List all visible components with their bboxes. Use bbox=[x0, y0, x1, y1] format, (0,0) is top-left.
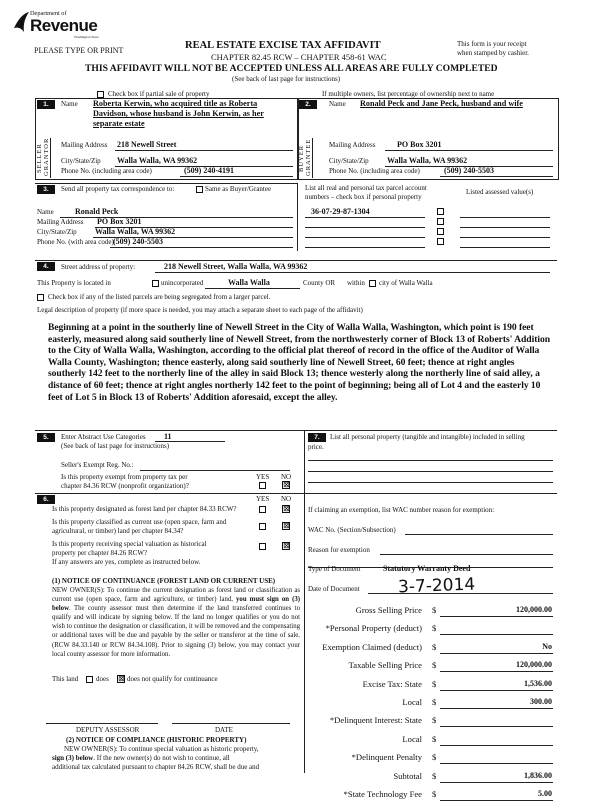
fin-underline-0 bbox=[440, 616, 553, 617]
fin-label-9: Subtotal bbox=[393, 771, 422, 781]
buyer-name[interactable]: Ronald Peck and Jane Peck, husband and wife bbox=[360, 99, 523, 108]
fin-label-3: Taxable Selling Price bbox=[348, 660, 422, 670]
fin-label-10: *State Technology Fee bbox=[343, 789, 422, 799]
assessed-heading: Listed assessed value(s) bbox=[466, 188, 534, 196]
forest-land-question: Is this property designated as forest land per chapter 84.33 RCW? bbox=[52, 505, 237, 513]
exempt-reg-label: Seller's Exempt Reg. No.: bbox=[61, 461, 134, 469]
fin-value-10[interactable]: 5.00 bbox=[538, 789, 552, 798]
fin-dollar-5: $ bbox=[432, 697, 437, 707]
same-as-buyer-checkbox[interactable] bbox=[196, 186, 203, 193]
buyer-phone-label: Phone No. (including area code) bbox=[329, 167, 420, 175]
exempt-yes-checkbox[interactable] bbox=[259, 482, 266, 489]
fin-value-9[interactable]: 1,836.00 bbox=[524, 771, 552, 780]
send-correspondence-label: Send all property tax correspondence to: bbox=[61, 185, 175, 193]
historic-question-2: property per chapter 84.26 RCW? bbox=[52, 549, 148, 557]
within-city-checkbox[interactable] bbox=[369, 280, 376, 287]
buyer-name-label: Name bbox=[329, 100, 346, 108]
notice-2-line-b bbox=[52, 754, 230, 762]
s3-phone[interactable]: (509) 240-5503 bbox=[113, 237, 163, 246]
s3-city-label: City/State/Zip bbox=[37, 228, 77, 236]
historic-yes-checkbox[interactable] bbox=[259, 543, 266, 550]
parcel-4-personal-checkbox[interactable] bbox=[437, 238, 444, 245]
same-as-buyer-label: Same as Buyer/Grantee bbox=[205, 185, 272, 193]
current-use-yes-checkbox[interactable] bbox=[259, 523, 266, 530]
historic-question-1: Is this property receiving special valuation as historical bbox=[52, 540, 207, 548]
seller-mailing-label: Mailing Address bbox=[61, 141, 108, 149]
section-7-number: 7. bbox=[308, 433, 326, 442]
fin-label-5: Local bbox=[402, 697, 422, 707]
fin-underline-2 bbox=[440, 653, 553, 654]
fin-dollar-6: $ bbox=[432, 715, 437, 725]
receipt-note-2: when stamped by cashier. bbox=[457, 49, 529, 57]
receipt-note-1: This form is your receipt bbox=[457, 40, 527, 48]
parcel-number-1[interactable]: 36-07-29-87-1304 bbox=[311, 207, 370, 216]
exempt-no-checkbox[interactable]: ⊠ bbox=[283, 480, 290, 489]
current-use-question-1: Is this property classified as current use (open space, farm and bbox=[52, 518, 227, 526]
logo-top-text: Department of bbox=[30, 10, 67, 17]
section-1-number: 1. bbox=[37, 100, 55, 109]
buyer-mailing-label: Mailing Address bbox=[329, 141, 376, 149]
exemption-reason-label: Reason for exemption bbox=[308, 546, 370, 554]
section-6-number: 6. bbox=[37, 495, 55, 504]
buyer-mailing[interactable]: PO Box 3201 bbox=[397, 140, 442, 149]
county-or: County OR bbox=[303, 279, 336, 287]
seller-name[interactable]: Roberta Kerwin, who acquired title as Roberta Davidson, whose husband is John Kerwin, as her separate estate bbox=[93, 99, 264, 128]
fin-value-3[interactable]: 120,000.00 bbox=[516, 660, 552, 669]
fin-label-8: *Delinquent Penalty bbox=[351, 752, 422, 762]
document-type-label: Type of Document bbox=[308, 565, 361, 573]
notice-2-sign: sign (3) below bbox=[52, 754, 94, 762]
buyer-phone[interactable]: (509) 240-5503 bbox=[444, 166, 494, 175]
fin-underline-3 bbox=[440, 671, 553, 672]
land-does-not-checkbox[interactable]: ⊠ bbox=[118, 674, 125, 683]
forest-no-checkbox[interactable]: ⊠ bbox=[283, 504, 290, 513]
parcel-2-personal-checkbox[interactable] bbox=[437, 218, 444, 225]
notice-2-line-b-rest: . If the new owner(s) do not wish to continue, all bbox=[93, 754, 230, 762]
fin-value-5[interactable]: 300.00 bbox=[530, 697, 552, 706]
partial-sale-label: Check box if partial sale of property bbox=[108, 90, 210, 98]
this-land-label: This land bbox=[52, 675, 79, 683]
deputy-assessor-label: DEPUTY ASSESSOR bbox=[76, 726, 140, 734]
s3-mailing-label: Mailing Address bbox=[37, 218, 84, 226]
form-warning: THIS AFFIDAVIT WILL NOT BE ACCEPTED UNLESS ALL AREAS ARE FULLY COMPLETED bbox=[85, 63, 498, 74]
fin-label-2: Exemption Claimed (deduct) bbox=[322, 642, 422, 652]
fin-dollar-8: $ bbox=[432, 752, 437, 762]
street-address[interactable]: 218 Newell Street, Walla Walla, WA 99362 bbox=[164, 262, 308, 271]
fin-dollar-0: $ bbox=[432, 605, 437, 615]
fin-value-0[interactable]: 120,000.00 bbox=[516, 605, 552, 614]
parcel-1-personal-checkbox[interactable] bbox=[437, 208, 444, 215]
fin-dollar-3: $ bbox=[432, 660, 437, 670]
current-use-no-checkbox[interactable]: ⊠ bbox=[283, 521, 290, 530]
abstract-use-value[interactable]: 11 bbox=[164, 432, 172, 441]
form-instructions: (See back of last page for instructions) bbox=[232, 75, 341, 83]
wac-no-label: WAC No. (Section/Subsection) bbox=[308, 526, 396, 534]
form-title: REAL ESTATE EXCISE TAX AFFIDAVIT bbox=[185, 40, 381, 51]
fin-label-7: Local bbox=[402, 734, 422, 744]
s3-city[interactable]: Walla Walla, WA 99362 bbox=[95, 227, 176, 236]
abstract-see-back: (See back of last page for instructions) bbox=[61, 442, 170, 450]
fin-underline-6 bbox=[440, 726, 553, 727]
segregated-label: Check box if any of the listed parcels are being segregated from a larger parcel. bbox=[48, 293, 271, 301]
notice-1-body-b: you must sign on (3) below bbox=[52, 596, 300, 613]
fin-underline-9 bbox=[440, 782, 553, 783]
notice-2-title: (2) NOTICE OF COMPLIANCE (HISTORIC PROPERTY) bbox=[66, 736, 247, 744]
personal-property-label-b: price. bbox=[308, 443, 324, 451]
does-label: does bbox=[96, 675, 109, 683]
seller-side-label: SELLER GRANTOR bbox=[36, 137, 50, 176]
s3-name[interactable]: Ronald Peck bbox=[75, 207, 119, 216]
dor-logo bbox=[12, 8, 100, 44]
fin-label-4: Excise Tax: State bbox=[362, 679, 422, 689]
current-use-question-2: agricultural, or timber) land per chapter 84.34? bbox=[52, 527, 184, 535]
s3-name-label: Name bbox=[37, 208, 54, 216]
logo-sub-text: Washington State bbox=[74, 35, 99, 39]
city-of-label: city of Walla Walla bbox=[379, 279, 433, 287]
fin-underline-8 bbox=[440, 763, 553, 764]
any-yes-note: If any answers are yes, complete as instructed below. bbox=[52, 558, 201, 566]
fin-underline-1 bbox=[440, 634, 553, 635]
assessor-date-label: DATE bbox=[215, 726, 233, 734]
exempt-question-2: chapter 84.36 RCW (nonprofit organization)? bbox=[61, 482, 189, 490]
fin-dollar-7: $ bbox=[432, 734, 437, 744]
abstract-use-label: Enter Abstract Use Categories bbox=[61, 433, 146, 441]
buyer-city-label: City/State/Zip bbox=[329, 157, 369, 165]
section-5-number: 5. bbox=[37, 433, 55, 442]
forest-yes-checkbox[interactable] bbox=[259, 506, 266, 513]
seller-phone[interactable]: (509) 240-4191 bbox=[184, 166, 234, 175]
seller-mailing[interactable]: 218 Newell Street bbox=[117, 140, 177, 149]
notice-2-line-c: additional tax calculated pursuant to chapter 84.26 RCW, shall be due and bbox=[52, 763, 260, 771]
fin-dollar-10: $ bbox=[432, 789, 437, 799]
fin-dollar-1: $ bbox=[432, 623, 437, 633]
s5-no-header: NO bbox=[281, 473, 292, 481]
exempt-question-1: Is this property exempt from property tax per bbox=[61, 473, 188, 481]
personal-property-label-a: List all personal property (tangible and intangible) included in selling bbox=[330, 433, 525, 441]
fin-label-1: *Personal Property (deduct) bbox=[325, 623, 422, 633]
legal-description-label: Legal description of property (if more space is needed, you may attach a separate sheet to each page of the affidavit) bbox=[37, 306, 363, 314]
s5-yes-header: YES bbox=[256, 473, 270, 481]
fin-dollar-4: $ bbox=[432, 679, 437, 689]
s6-no-header: NO bbox=[281, 495, 292, 503]
partial-sale-checkbox[interactable] bbox=[97, 91, 104, 98]
located-prefix: This Property is located in bbox=[37, 279, 111, 287]
within-label: within bbox=[347, 279, 365, 287]
section-3-number: 3. bbox=[37, 185, 55, 194]
section-2-number: 2. bbox=[299, 100, 317, 109]
multiple-owners-note: If multiple owners, list percentage of ownership next to name bbox=[322, 90, 495, 98]
segregated-checkbox[interactable] bbox=[37, 294, 44, 301]
notice-2-line-a: NEW OWNER(S): To continue special valuation as historic property, bbox=[64, 745, 259, 753]
fin-underline-5 bbox=[440, 708, 553, 709]
form-chapter: CHAPTER 82.45 RCW – CHAPTER 458-61 WAC bbox=[211, 52, 387, 62]
parcel-3-personal-checkbox[interactable] bbox=[437, 228, 444, 235]
document-type[interactable]: Statutory Warranty Deed bbox=[383, 564, 471, 573]
parcel-heading-1: List all real and personal tax parcel account bbox=[305, 184, 427, 192]
please-type: PLEASE TYPE OR PRINT bbox=[34, 46, 124, 55]
notice-1-body bbox=[52, 586, 300, 659]
seller-phone-label: Phone No. (including area code) bbox=[61, 167, 152, 175]
fin-value-2[interactable]: No bbox=[542, 642, 552, 651]
buyer-side-label: BUYER GRANTEE bbox=[298, 138, 312, 176]
s3-mailing[interactable]: PO Box 3201 bbox=[97, 217, 142, 226]
seller-name-label: Name bbox=[61, 100, 78, 108]
county-value[interactable]: Walla Walla bbox=[228, 278, 270, 287]
legal-description[interactable]: Beginning at a point in the southerly line of Newell Street in the City of Walla Walla, Washington, which point is 190 feet easterly, measured along said southerly line of Newell Street, from the northwesterly corner of Block 13 of Roberts' Addition to the City of Walla Walla, Washington, according to the official plat thereof of record in the office of the Auditor of Walla Walla County, Washington; thence easterly, along said southerly line of Newell Street, 60 feet; thence at right angles southerly 142 feet to the northerly line of the alley in said Block 13; thence westerly along the northerly line of said alley, a distance of 60 feet; thence at right angles northerly 142 feet to the point of beginning; being all of Lot 4 and the easterly 10 feet of Lot 5 in Block 13 of Roberts' Addition aforesaid, except the alley. bbox=[48, 322, 550, 403]
seller-city[interactable]: Walla Walla, WA 99362 bbox=[117, 156, 198, 165]
dor-logo-icon bbox=[12, 10, 32, 36]
fin-value-4[interactable]: 1,536.00 bbox=[524, 679, 552, 688]
document-date-label: Date of Document bbox=[308, 585, 360, 593]
fin-underline-4 bbox=[440, 690, 553, 691]
fin-dollar-2: $ bbox=[432, 642, 437, 652]
s3-phone-label: Phone No. (with area code) bbox=[37, 238, 114, 246]
section-4-number: 4. bbox=[37, 262, 55, 271]
fin-underline-7 bbox=[440, 745, 553, 746]
wac-claim-label: If claiming an exemption, list WAC number reason for exemption: bbox=[308, 506, 495, 514]
document-date[interactable]: 3-7-2014 bbox=[397, 574, 476, 598]
land-does-checkbox[interactable] bbox=[86, 676, 93, 683]
street-address-label: Street address of property: bbox=[61, 263, 136, 271]
notice-1-title: (1) NOTICE OF CONTINUANCE (FOREST LAND OR CURRENT USE) bbox=[52, 577, 276, 585]
notice-1-body-a: NEW OWNER(S): To continue the current designation as forest land or classification as current use (open space, farm and agriculture, or timber) land, bbox=[52, 587, 300, 604]
fin-label-6: *Delinquent Interest: State bbox=[329, 715, 422, 725]
unincorporated-checkbox[interactable] bbox=[152, 280, 159, 287]
parcel-heading-2: numbers – check box if personal property bbox=[305, 193, 422, 201]
does-not-label: does not qualify for continuance bbox=[127, 675, 218, 683]
notice-1-body-c: . The county assessor must then determine if the land transferred continues to qualify and will indicate by signing below. If the land no longer qualifies or you do not wish to continue the designation or classification, it will be removed and the compensating or additional taxes will be due and payable by the seller or transferor at the time of sale. (RCW 84.33.140 or RCW 84.34.108). Prior to signing (3) below, you may contact your local county assessor for more information. bbox=[52, 605, 300, 658]
buyer-city[interactable]: Walla Walla, WA 99362 bbox=[387, 156, 468, 165]
seller-city-label: City/State/Zip bbox=[61, 157, 101, 165]
unincorporated-label: unincorporated bbox=[161, 279, 204, 287]
historic-no-checkbox[interactable]: ⊠ bbox=[283, 541, 290, 550]
fin-label-0: Gross Selling Price bbox=[355, 605, 422, 615]
logo-main-text: Revenue bbox=[30, 16, 98, 35]
fin-dollar-9: $ bbox=[432, 771, 437, 781]
s6-yes-header: YES bbox=[256, 495, 270, 503]
